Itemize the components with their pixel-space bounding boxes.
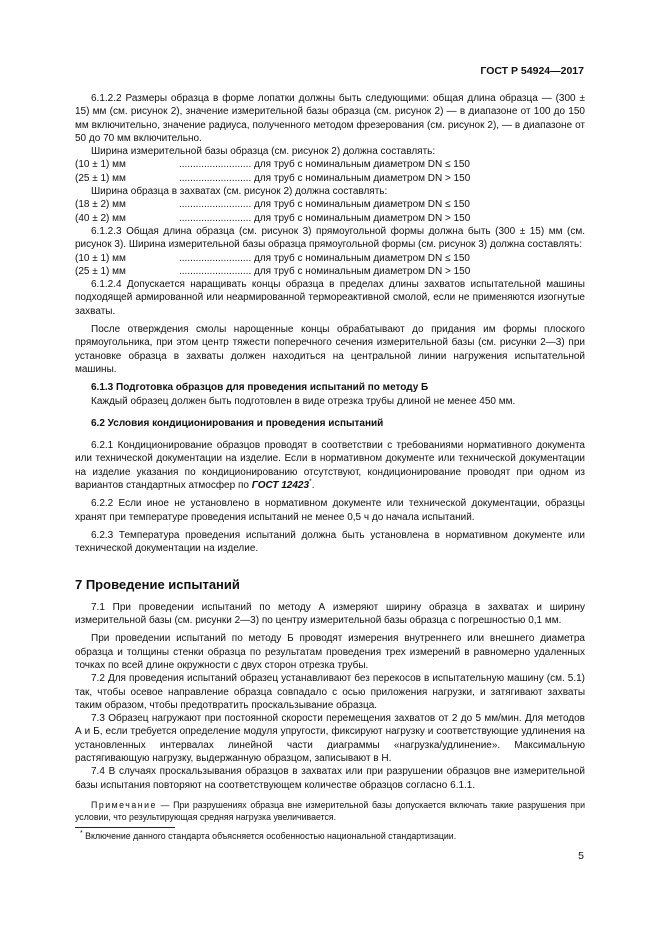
- note-label: Примечание: [91, 799, 157, 810]
- dimension-condition: .......................... для труб с номинальным диаметром DN ≤ 150: [179, 199, 470, 211]
- dimension-value: (18 ± 2) мм: [75, 199, 126, 211]
- list-item: [75, 158, 585, 171]
- paragraph-7-1: 7.1 При проведении испытаний по методу А измеряют ширину образца в захватах и ширину измерительной базы (см. рисунки 2—3) по центру измерительной базы образца с погрешностью 0,1 мм.: [75, 601, 585, 627]
- list-item: [75, 252, 585, 265]
- list-item: [75, 198, 585, 211]
- paragraph-7-2: 7.2 Для проведения испытаний образец устанавливают без перекосов в испытательную машину (см. 5.1) так, чтобы осевое направление образца совпадало с осью приложения нагрузки, и затягивают захваты таким образом, чтобы предотвратить проскальзывание образца.: [75, 673, 585, 711]
- paragraph-7-3: 7.3 Образец нагружают при постоянной скорости перемещения захватов от 2 до 5 мм/мин. Для методов А и Б, если требуется определение модуля упругости, фиксируют нагрузку и соответствующие удлинения на установленных интервалах линейной части диаграммы «нагрузка/удлинение». Максимальную растягивающую нагрузку, выдержанную образцом, записывают в Н.: [75, 713, 585, 765]
- note: [75, 799, 585, 824]
- paragraph-6-1-2-3: 6.1.2.3 Общая длина образца (см. рисунок 3) прямоугольной формы должна быть (300 ± 15) мм (см. рисунок 3). Ширина измерительной базы образца прямоугольной формы (см. рисунок 3) должна составлять:: [75, 225, 585, 251]
- footnote-divider: [75, 827, 175, 828]
- paragraph-6-2-2: 6.2.2 Если иное не установлено в нормативном документе или технической документации, образцы хранят при температуре проведения испытаний не менее 0,5 ч до начала испытаний.: [75, 498, 585, 523]
- paragraph-6-2-1-text: 6.2.1 Кондиционирование образцов проводят в соответствии с требованиями нормативного документа или технической документации на изделие. Если в нормативном документе или технической документации на изделие указания по кондиционированию отсутствуют, кондиционирование проводят при одном из вариантов стандартных атмосфер по: [75, 440, 585, 492]
- page-content: [75, 92, 585, 824]
- list-item: [75, 172, 585, 185]
- dimension-value: (25 ± 1) мм: [75, 265, 126, 277]
- paragraph-7-4: 7.4 В случаях проскальзывания образцов в захватах или при разрушении образцов вне измерительной базы испытания повторяют на соответствующем количестве образцов согласно 6.1.1.: [75, 766, 585, 791]
- dimension-value: (40 ± 2) мм: [75, 212, 126, 224]
- footnote-text: Включение данного стандарта объясняется особенностью национальной стандартизации.: [82, 831, 457, 841]
- heading-6-1-3: 6.1.3 Подготовка образцов для проведения испытаний по методу Б: [91, 382, 429, 394]
- paragraph-6-1-2-4: 6.1.2.4 Допускается наращивать концы образца в пределах длины захватов испытательной машины подходящей армированной или неармированной термореактивной смолой, если не применяются изогнутые захваты.: [75, 279, 585, 317]
- width-grip-intro: Ширина образца в захватах (см. рисунок 2) должна составлять:: [91, 186, 388, 198]
- dimension-condition: .......................... для труб с номинальным диаметром DN > 150: [179, 172, 471, 184]
- note-text: — При разрушениях образца вне измерительной базы допускается включать такие разрушения при условии, что результирующая средняя нагрузка увеличивается.: [75, 799, 585, 823]
- paragraph-6-2-1: [75, 439, 585, 492]
- paragraph-after-curing: После отверждения смолы нарощенные концы обрабатывают до придания им формы плоского прямоугольника, при этом центр тяжести поперечного сечения измерительной базы (см. рисунки 2—3) при установке образца в захваты должен находиться на центральной линии нагружения испытательной машины.: [75, 324, 585, 375]
- dimension-condition: .......................... для труб с номинальным диаметром DN ≤ 150: [179, 159, 470, 171]
- paragraph-7-1-method-b: При проведении испытаний по методу Б проводят измерения внутреннего или внешнего диаметра образца и толщины стенки образца по результатам проведения трех измерений в равномерно удаленных точках по всей длине окружности с двух сторон отрезка трубы.: [75, 633, 585, 671]
- width-base-intro: Ширина измерительной базы образца (см. рисунок 2) должна составлять:: [91, 146, 436, 158]
- dimension-value: (25 ± 1) мм: [75, 172, 126, 184]
- paragraph-6-2-3: 6.2.3 Температура проведения испытаний должна быть установлена в нормативном документе или технической документации на изделие.: [75, 529, 585, 555]
- paragraph-6-1-2-2: 6.1.2.2 Размеры образца в форме лопатки должны быть следующими: общая длина образца — (300 ± 15) мм (см. рисунок 2), значение измерительной базы образца (см. рисунок 2) — в диапазоне от 100 до 150 мм включительно, значение радиуса, полученного методом фрезерования (см. рисунок 2), — в диапазоне от 50 до 70 мм включительно.: [75, 93, 585, 144]
- dimension-condition: .......................... для труб с номинальным диаметром DN > 150: [179, 212, 471, 224]
- section-7-title: 7 Проведение испытаний: [75, 576, 240, 592]
- dimension-condition: .......................... для труб с номинальным диаметром DN > 150: [179, 265, 471, 277]
- standard-header: ГОСТ Р 54924—2017: [480, 65, 584, 77]
- footnote-marker: *: [309, 478, 312, 486]
- page-number: 5: [578, 850, 584, 862]
- paragraph-6-2-1-end: .: [311, 480, 315, 492]
- dimension-condition: .......................... для труб с номинальным диаметром DN ≤ 150: [179, 252, 470, 264]
- dimension-value: (10 ± 1) мм: [75, 159, 126, 171]
- heading-6-2: 6.2 Условия кондиционирования и проведения испытаний: [91, 417, 384, 429]
- paragraph-6-1-3: Каждый образец должен быть подготовлен в виде отрезка трубы длиной не менее 450 мм.: [91, 395, 516, 407]
- list-item: [75, 265, 585, 278]
- gost-reference: ГОСТ 12423: [251, 480, 310, 492]
- footnote-mark: *: [80, 830, 83, 838]
- dimension-value: (10 ± 1) мм: [75, 252, 126, 264]
- list-item: [75, 212, 585, 225]
- footnote: [80, 831, 456, 841]
